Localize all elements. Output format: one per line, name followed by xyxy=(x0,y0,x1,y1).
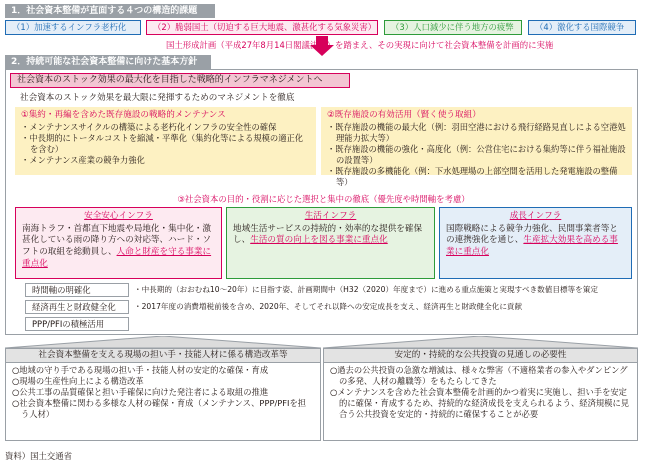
workforce-reform-title: 社会資本整備を支える現場の担い手・技能人材に係る構造改革等 xyxy=(6,349,320,363)
issue-vulnerable-land: （2）脆弱国土（切迫する巨大地震、激甚化する気象災害） xyxy=(146,20,378,35)
up-arrow-right-icon xyxy=(323,336,638,348)
list-item: ○現場の生産性向上による構造改革 xyxy=(12,376,144,387)
issue-regional-decline: （3）人口減少に伴う地方の疲弊 xyxy=(384,20,522,35)
ppp-pfi-label: PPP/PFIの積極活用 xyxy=(25,317,129,331)
effective-use-heading: ②既存施設の有効活用（賢く使う取組） xyxy=(327,110,481,120)
list-item: ○メンテナンスを含めた社会資本整備を計画的かつ着実に実施し、担い手を安定的に確保・育成するため、持続的な経済成長を支えられるよう、経済規模に見合う公共投資を安定的・持続的に確保することが必要 xyxy=(330,387,630,420)
list-item: ○地域の守り手である現場の担い手・技能人材の安定的な確保・育成 xyxy=(12,365,269,375)
up-arrow-left-icon xyxy=(5,336,321,348)
timeline-clarification-label: 時間軸の明確化 xyxy=(25,283,129,297)
effective-use-box xyxy=(321,107,632,188)
timeline-clarification-text: ・中長期的（おおむね10～20年）に目指す姿、計画期間中（H32（2020）年度まで）に進める重点施策と実現すべき数値目標等を策定 xyxy=(134,285,598,294)
list-item: ○公共工事の品質確保と担い手確保に向けた発注者による取組の推進 xyxy=(12,387,269,398)
list-item: ○過去の公共投資の急激な増減は、様々な弊害（不適格業者の参入やダンピングの多発、人材の離職等）をもたらしてきた xyxy=(330,365,628,387)
public-investment-box xyxy=(323,348,638,441)
section1-heading: 1．社会資本整備が直面する４つの構造的課題 xyxy=(5,4,215,18)
list-item: ・メンテナンスサイクルの構築による老朽化インフラの安全性の確保 xyxy=(21,122,277,133)
source-note: 資料）国土交通省 xyxy=(5,451,72,461)
safety-infrastructure-box xyxy=(15,207,222,279)
list-item: ・メンテナンス産業の競争力強化 xyxy=(21,155,145,166)
safety-infrastructure-title: 安全安心インフラ xyxy=(84,211,153,221)
management-subheading: 社会資本のストック効果を最大限に発揮するためのマネジメントを徹底 xyxy=(20,93,295,103)
economy-fiscal-text: ・2017年度の消費増税前後を含め、2020年、そしてそれ以降への安定成長を支え、経済再生と財政健全化に貢献 xyxy=(134,302,523,311)
living-infrastructure-box xyxy=(226,207,435,279)
list-item: ・既存施設の多機能化（例：下水処理場の上部空間を活用した発電施設の整備等） xyxy=(327,166,618,188)
growth-infrastructure-title: 成長インフラ xyxy=(509,211,562,221)
section2-heading: 2．持続可能な社会資本整備に向けた基本方針 xyxy=(5,55,211,69)
selection-concentration-text: ③社会資本の目的・役割に応じた選択と集中の徹底（優先度や時間軸を考慮） xyxy=(177,194,470,204)
national-plan-note: 国土形成計画（平成27年8月14日閣議決定）を踏まえ、その実現に向けて社会資本整備を計画的に実施 xyxy=(166,40,554,50)
issue-international-competition: （4）激化する国際競争 xyxy=(528,20,636,35)
workforce-reform-box xyxy=(5,348,321,441)
list-item: ○社会資本整備に関わる多様な人材の確保・育成（メンテナンス、PPP/PFIを担う人材） xyxy=(12,398,307,420)
living-infrastructure-title: 生活インフラ xyxy=(304,211,357,221)
strategy-title: 社会資本のストック効果の最大化を目指した戦略的インフラマネジメントへ xyxy=(10,73,350,88)
growth-infrastructure-text: 国際戦略による競争力強化、民間事業者等との連携強化を通じ、生産拡大効果を高める事業に重点化 xyxy=(446,223,618,258)
public-investment-title: 安定的・持続的な公共投資の見通しの必要性 xyxy=(324,349,637,363)
safety-infrastructure-text: 南海トラフ・首都直下地震や局地化・集中化・激甚化している雨の降り方への対応等、ハード・ソフトの取組を総動員し、人命と財産を守る事業に重点化 xyxy=(22,223,212,269)
growth-infrastructure-box xyxy=(439,207,632,279)
list-item: ・既存施設の機能の強化・高度化（例：公営住宅における集約等に伴う福祉施設の設置等） xyxy=(327,144,626,166)
list-item: ・中長期的にトータルコストを縮減・平準化（集約化等による規模の適正化を含む） xyxy=(21,133,304,155)
issue-aging-infrastructure: （1）加速するインフラ老朽化 xyxy=(5,20,141,35)
economy-fiscal-label: 経済再生と財政健全化 xyxy=(25,300,129,314)
living-infrastructure-text: 地域生活サービスの持続的・効率的な提供を確保し、生活の質の向上を図る事業に重点化 xyxy=(233,223,423,246)
maintenance-heading: ①集約・再編を含めた既存施設の戦略的メンテナンス xyxy=(21,110,226,120)
maintenance-box xyxy=(15,107,316,175)
list-item: ・既存施設の機能の最大化（例：羽田空港における飛行経路見直しによる空港処理能力拡大等） xyxy=(327,122,626,144)
